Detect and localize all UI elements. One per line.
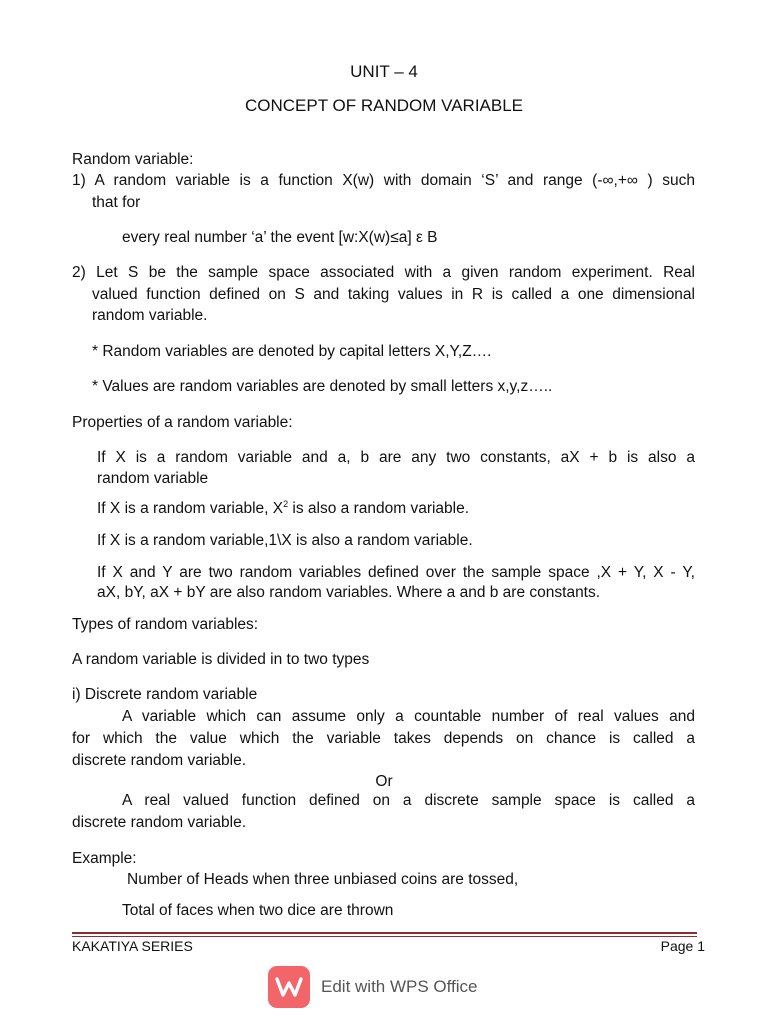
footer-page-number: Page 1 — [660, 938, 705, 954]
footer-rule-thick — [72, 932, 697, 934]
definition-1-line-3: every real number ‘a’ the event [w:X(w)≤a] ε B — [122, 229, 438, 246]
properties-heading: Properties of a random variable: — [72, 414, 293, 431]
unit-heading: UNIT – 4 — [350, 62, 418, 81]
property-3: If X is a random variable,1\X is also a random variable. — [97, 532, 473, 549]
wps-logo-icon[interactable] — [268, 966, 310, 1008]
property-2-text-before: If X is a random variable, X — [97, 500, 284, 517]
discrete-definition-line-1: A variable which can assume only a countable number of real values and — [122, 708, 695, 725]
note-bullet-1: * Random variables are denoted by capital letters X,Y,Z…. — [92, 343, 492, 360]
footer-rule-thin — [72, 936, 697, 937]
edit-with-wps-link[interactable]: Edit with WPS Office — [321, 977, 478, 996]
discrete-definition-line-2: for which the value which the variable takes depends on chance is called a — [72, 730, 695, 747]
example-2: Total of faces when two dice are thrown — [122, 902, 394, 919]
wps-w-icon — [275, 976, 303, 998]
page-title: CONCEPT OF RANDOM VARIABLE — [244, 96, 524, 115]
definition-1-line-1: 1) A random variable is a function X(w) with domain ‘S’ and range (-∞,+∞ ) such — [72, 172, 695, 189]
property-2 — [97, 500, 469, 518]
example-heading: Example: — [72, 850, 137, 867]
example-1: Number of Heads when three unbiased coins are tossed, — [127, 871, 519, 888]
property-4-line-2: aX, bY, aX + bY are also random variables. Where a and b are constants. — [97, 584, 601, 601]
definition-2-line-3: random variable. — [92, 307, 208, 324]
property-2-superscript: 2 — [283, 499, 289, 509]
footer-series: KAKATIYA SERIES — [72, 938, 193, 954]
definition-2-line-1: 2) Let S be the sample space associated with a given random experiment. Real — [72, 264, 695, 281]
discrete-alt-definition-line-2: discrete random variable. — [72, 814, 247, 831]
property-1-line-1: If X is a random variable and a, b are any two constants, aX + b is also a — [97, 449, 695, 466]
types-intro: A random variable is divided in to two types — [72, 651, 370, 668]
discrete-heading: i) Discrete random variable — [72, 686, 258, 703]
property-4-line-1: If X and Y are two random variables defined over the sample space ,X + Y, X - Y, — [97, 564, 695, 581]
property-1-line-2: random variable — [97, 470, 209, 487]
definition-1-line-2: that for — [92, 194, 141, 211]
property-2-text-after: is also a random variable. — [288, 500, 470, 517]
types-heading: Types of random variables: — [72, 616, 259, 633]
random-variable-heading: Random variable: — [72, 151, 194, 168]
discrete-definition-line-3: discrete random variable. — [72, 752, 247, 769]
note-bullet-2: * Values are random variables are denoted by small letters x,y,z….. — [92, 378, 553, 395]
discrete-alt-definition-line-1: A real valued function defined on a discrete sample space is called a — [122, 792, 695, 809]
or-separator: Or — [375, 773, 393, 790]
definition-2-line-2: valued function defined on S and taking values in R is called a one dimensional — [92, 286, 695, 303]
